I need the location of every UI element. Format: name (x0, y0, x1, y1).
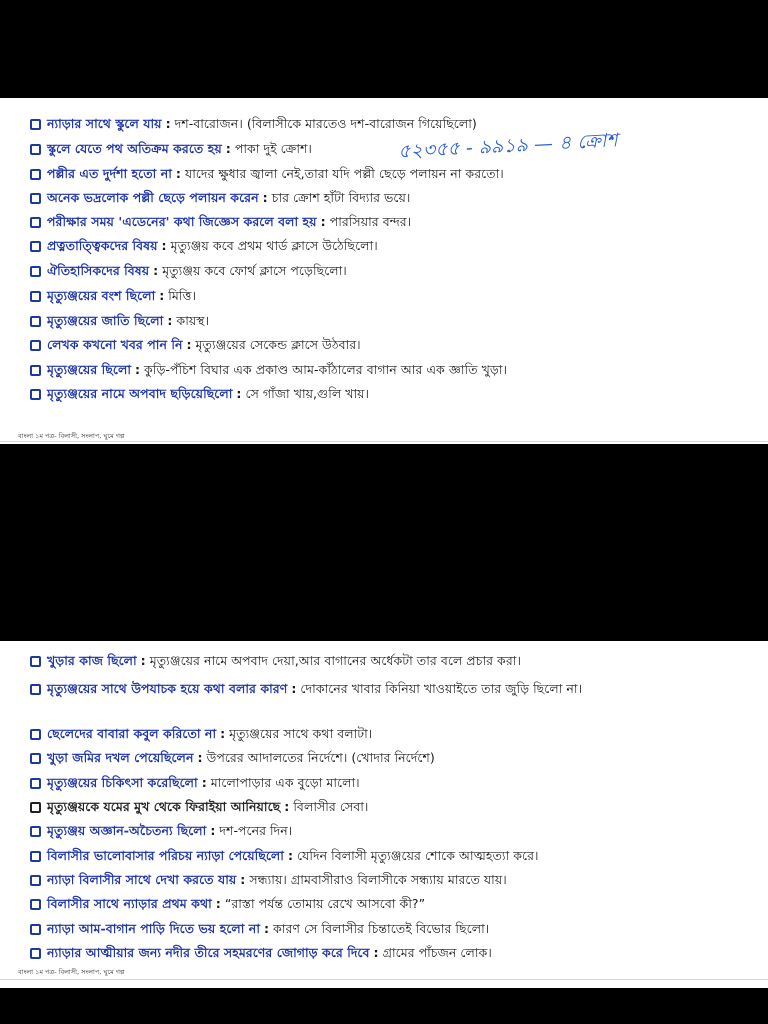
list-item: মৃত্যুঞ্জয়ের ছিলো : কুড়ি-পঁচিশ বিঘার এক প্রকাণ্ড আম-কাঁঠালের বাগান আর এক জ্ঞাতি খুড়া। (30, 362, 750, 378)
question-text: বিলাসীর ভালোবাসার পরিচয় ন্যাড়া পেয়েছিলো (47, 848, 284, 863)
list-item: ন্যাড়ার সাথে স্কুলে যায় : দশ-বারোজন। (বিলাসীকে মারতেও দশ-বারোজন গিয়েছিলো) (30, 116, 750, 132)
list-item: ঐতিহাসিকদের বিষয় : মৃত্যুঞ্জয় কবে ফোর্থ ক্লাসে পড়েছিলো। (30, 263, 750, 279)
checkbox-icon (30, 266, 41, 277)
checkbox-icon (30, 656, 41, 667)
list-item: মৃত্যুঞ্জয়ের নামে অপবাদ ছড়িয়েছিলো : সে গাঁজা খায়,গুলি খায়। (30, 386, 750, 402)
list-item: মৃত্যুঞ্জয়ের সাথে উপযাচক হয়ে কথা বলার কারণ : দোকানের খাবার কিনিয়া খাওয়াইতে তার জুড়ি ছিলো না। (30, 677, 750, 700)
list-item: প্রত্নতাত্ত্বিকদের বিষয় : মৃত্যুঞ্জয় কবে প্রথম থার্ড ক্লাসে উঠেছিলো। (30, 238, 750, 254)
question-text: মৃত্যুঞ্জয়ের নামে অপবাদ ছড়িয়েছিলো (47, 386, 233, 401)
answer-text: মৃত্যুঞ্জয়ের নামে অপবাদ দেয়া,আর বাগানের অর্ধেকটা তার বলে প্রচার করা। (149, 653, 521, 668)
question-text: প্রত্নতাত্ত্বিকদের বিষয় (47, 238, 158, 253)
handwritten-note: ৫২৩৫৫ - ৯৯১৯ — ৪ ক্রোশ (397, 129, 619, 163)
answer-text: “রাস্তা পর্যন্ত তোমায় রেখে আসবো কী?” (224, 896, 426, 911)
question-text: ন্যাড়া আম-বাগান পাড়ি দিতে ভয় হলো না (47, 921, 260, 936)
list-item: মৃত্যুঞ্জয়ের বংশ ছিলো : মিত্তি। (30, 288, 750, 304)
checkbox-icon (30, 119, 41, 130)
answer-text: দোকানের খাবার কিনিয়া খাওয়াইতে তার জুড়ি ছিলো না। (300, 681, 583, 696)
question-text: ন্যাড়ার সাথে স্কুলে যায় (47, 116, 162, 131)
answer-text: মৃত্যুঞ্জয়ের সাথে কথা বলাটা। (229, 726, 373, 741)
checkbox-icon (30, 753, 41, 764)
checkbox-icon (30, 389, 41, 400)
list-item: লেখক কখনো খবর পান নি : মৃত্যুঞ্জয়ের সেকেন্ড ক্লাসে উঠবার। (30, 337, 750, 353)
list-item: বিলাসীর সাথে ন্যাড়ার প্রথম কথা : “রাস্তা পর্যন্ত তোমায় রেখে আসবো কী?” (30, 896, 750, 912)
answer-text: মালোপাড়ার এক বুড়ো মালো। (210, 775, 360, 790)
answer-text: মৃত্যুঞ্জয় কবে ফোর্থ ক্লাসে পড়েছিলো। (162, 263, 347, 278)
question-text: মৃত্যুঞ্জয়কে যমের মুখ থেকে ফিরাইয়া আনিয়াছে (47, 799, 281, 814)
page-divider (0, 441, 768, 442)
checkbox-icon (30, 169, 41, 180)
list-item: খুড়া জমির দখল পেয়েছিলেন : উপরের আদালতের নির্দেশে। (খোদার নির্দেশে) (30, 750, 750, 766)
question-text: মৃত্যুঞ্জয়ের চিকিৎসা করেছিলো (47, 775, 198, 790)
list-item: ন্যাড়া আম-বাগান পাড়ি দিতে ভয় হলো না : কারণ সে বিলাসীর চিন্তাতেই বিভোর ছিলো। (30, 921, 750, 937)
checkbox-icon (30, 729, 41, 740)
checkbox-icon (30, 875, 41, 886)
answer-text: বিলাসীর সেবা। (293, 799, 369, 814)
document-page-2 (0, 641, 768, 988)
list-item: ন্যাড়া বিলাসীর সাথে দেখা করতে যায় : সন্ধ্যায়। গ্রামবাসীরাও বিলাসীকে সন্ধ্যায় মারতে যায়। (30, 872, 750, 888)
list-item: স্কুলে যেতে পথ অতিক্রম করতে হয় : পাকা দুই ক্রোশ। (30, 141, 750, 157)
list-item: বিলাসীর ভালোবাসার পরিচয় ন্যাড়া পেয়েছিলো : যেদিন বিলাসী মৃত্যুঞ্জয়ের শোকে আত্মহত্যা করে। (30, 848, 750, 864)
checkbox-icon (30, 802, 41, 813)
list-item: ন্যাড়ার আত্মীয়ার জন্য নদীর তীরে সহমরণের জোগাড় করে দিবে : গ্রামের পাঁচজন লোক। (30, 945, 750, 961)
answer-text: কুড়ি-পঁচিশ বিঘার এক প্রকাণ্ড আম-কাঁঠালের বাগান আর এক জ্ঞাতি খুড়া। (144, 362, 508, 377)
checkbox-icon (30, 684, 41, 695)
list-item: পল্লীর এত দুর্দশা হতো না : যাদের ক্ষুধার জ্বালা নেই,তারা যদি পল্লী ছেড়ে পলায়ন না করতো। (30, 166, 750, 182)
checkbox-icon (30, 241, 41, 252)
page-divider (0, 979, 768, 980)
list-item: পরীক্ষার সময় 'এডেনের' কথা জিজ্ঞেস করলে বলা হয় : পারসিয়ার বন্দর। (30, 214, 750, 230)
list-item: মৃত্যুঞ্জয় অজ্ঞান-অচৈতন্য ছিলো : দশ-পনের দিন। (30, 823, 750, 839)
answer-text: দশ-বারোজন। (বিলাসীকে মারতেও দশ-বারোজন গিয়েছিলো) (174, 116, 477, 131)
answer-text: মৃত্যুঞ্জয় কবে প্রথম থার্ড ক্লাসে উঠেছিলো। (170, 238, 378, 253)
checkbox-icon (30, 340, 41, 351)
answer-text: উপরের আদালতের নির্দেশে। (খোদার নির্দেশে) (206, 750, 435, 765)
question-text: মৃত্যুঞ্জয়ের বংশ ছিলো (47, 288, 156, 303)
answer-text: পারসিয়ার বন্দর। (329, 214, 412, 229)
checkbox-icon (30, 193, 41, 204)
page-footer: বাংলা ১ম পত্র- বিলাসী, সংলাপ, ঘুমে গল্প (18, 432, 125, 440)
question-text: বিলাসীর সাথে ন্যাড়ার প্রথম কথা (47, 896, 212, 911)
checkbox-icon (30, 924, 41, 935)
answer-text: কায়স্থ। (176, 313, 210, 328)
answer-text: দশ-পনের দিন। (219, 823, 293, 838)
answer-text: যেদিন বিলাসী মৃত্যুঞ্জয়ের শোকে আত্মহত্যা করে। (297, 848, 539, 863)
question-text: মৃত্যুঞ্জয়ের সাথে উপযাচক হয়ে কথা বলার কারণ (47, 681, 288, 696)
question-text: লেখক কখনো খবর পান নি (47, 337, 183, 352)
document-page-1 (0, 98, 768, 444)
checkbox-icon (30, 365, 41, 376)
checkbox-icon (30, 217, 41, 228)
checkbox-icon (30, 899, 41, 910)
question-text: খুড়ার কাজ ছিলো (47, 653, 137, 668)
checkbox-icon (30, 144, 41, 155)
answer-text: চার ক্রোশ হাঁটা বিদ্যার ভয়ে। (271, 190, 411, 205)
answer-text: পাকা দুই ক্রোশ। (234, 141, 312, 156)
list-item: মৃত্যুঞ্জয়কে যমের মুখ থেকে ফিরাইয়া আনিয়াছে : বিলাসীর সেবা। (30, 799, 750, 815)
answer-text: যাদের ক্ষুধার জ্বালা নেই,তারা যদি পল্লী ছেড়ে পলায়ন না করতো। (184, 166, 504, 181)
answer-text: মৃত্যুঞ্জয়ের সেকেন্ড ক্লাসে উঠবার। (195, 337, 361, 352)
question-text: ন্যাড়ার আত্মীয়ার জন্য নদীর তীরে সহমরণের জোগাড় করে দিবে (47, 945, 370, 960)
answer-text: কারণ সে বিলাসীর চিন্তাতেই বিভোর ছিলো। (273, 921, 490, 936)
question-text: অনেক ভদ্রলোক পল্লী ছেড়ে পলায়ন করেন (47, 190, 259, 205)
question-text: পল্লীর এত দুর্দশা হতো না (47, 166, 172, 181)
question-text: মৃত্যুঞ্জয়ের জাতি ছিলো (47, 313, 164, 328)
checkbox-icon (30, 291, 41, 302)
question-text: মৃত্যুঞ্জয় অজ্ঞান-অচৈতন্য ছিলো (47, 823, 207, 838)
answer-text: সে গাঁজা খায়,গুলি খায়। (245, 386, 370, 401)
question-text: ঐতিহাসিকদের বিষয় (47, 263, 150, 278)
answer-text: সন্ধ্যায়। গ্রামবাসীরাও বিলাসীকে সন্ধ্যায় মারতে যায়। (249, 872, 507, 887)
list-item: ছেলেদের বাবারা কবুল করিতো না : মৃত্যুঞ্জয়ের সাথে কথা বলাটা। (30, 726, 750, 742)
checkbox-icon (30, 948, 41, 959)
question-text: স্কুলে যেতে পথ অতিক্রম করতে হয় (47, 141, 222, 156)
answer-text: গ্রামের পাঁচজন লোক। (382, 945, 492, 960)
page-footer: বাংলা ১ম পত্র- বিলাসী, সংলাপ, ঘুমে গল্প (18, 968, 125, 976)
checkbox-icon (30, 316, 41, 327)
question-text: ছেলেদের বাবারা কবুল করিতো না (47, 726, 217, 741)
list-item: অনেক ভদ্রলোক পল্লী ছেড়ে পলায়ন করেন : চার ক্রোশ হাঁটা বিদ্যার ভয়ে। (30, 190, 750, 206)
checkbox-icon (30, 851, 41, 862)
question-text: খুড়া জমির দখল পেয়েছিলেন (47, 750, 194, 765)
list-item: খুড়ার কাজ ছিলো : মৃত্যুঞ্জয়ের নামে অপবাদ দেয়া,আর বাগানের অর্ধেকটা তার বলে প্রচার করা। (30, 653, 750, 669)
question-text: ন্যাড়া বিলাসীর সাথে দেখা করতে যায় (47, 872, 237, 887)
list-item: মৃত্যুঞ্জয়ের চিকিৎসা করেছিলো : মালোপাড়ার এক বুড়ো মালো। (30, 775, 750, 791)
answer-text: মিত্তি। (168, 288, 197, 303)
question-text: পরীক্ষার সময় 'এডেনের' কথা জিজ্ঞেস করলে বলা হয় (47, 214, 317, 229)
checkbox-icon (30, 826, 41, 837)
checkbox-icon (30, 778, 41, 789)
question-text: মৃত্যুঞ্জয়ের ছিলো (47, 362, 131, 377)
list-item: মৃত্যুঞ্জয়ের জাতি ছিলো : কায়স্থ। (30, 313, 750, 329)
